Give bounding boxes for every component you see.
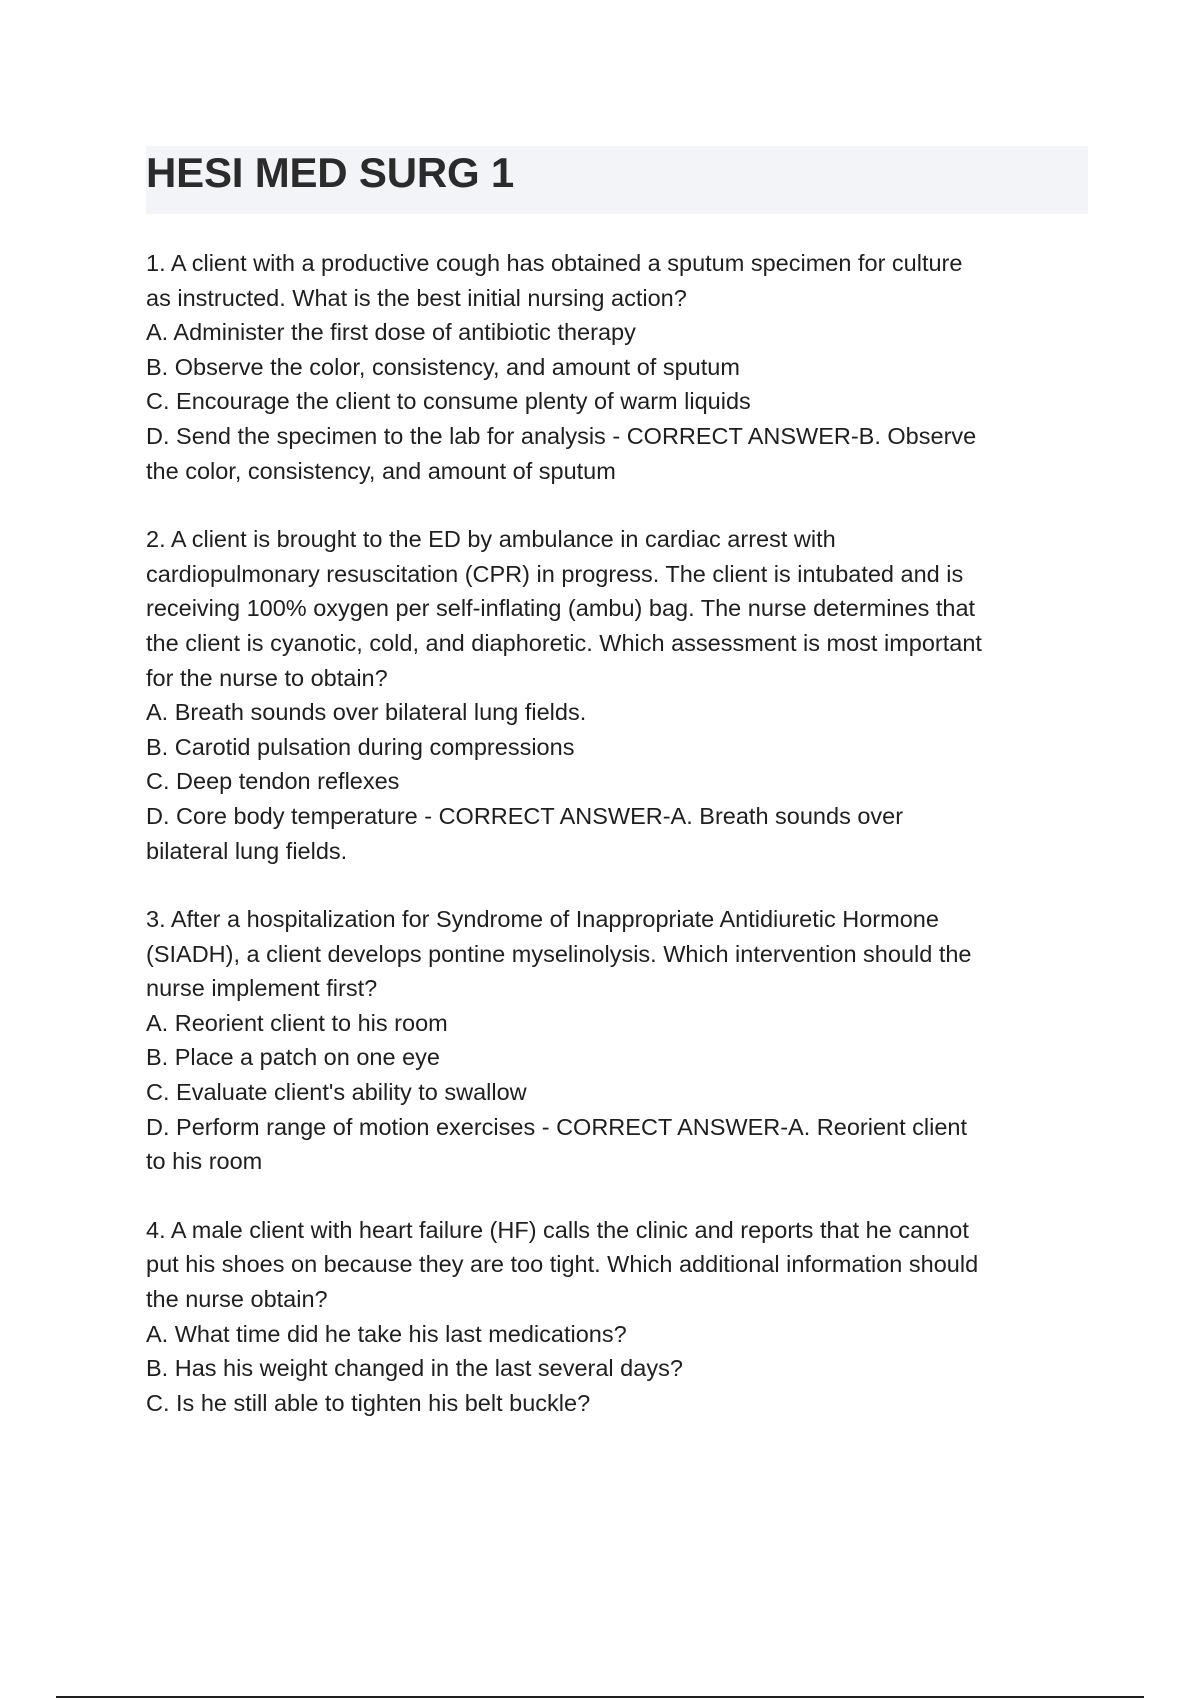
answer-option-d: D. Core body temperature - CORRECT ANSWER-A. Breath sounds over bbox=[146, 802, 904, 829]
answer-option-b: B. Carotid pulsation during compressions bbox=[146, 733, 575, 760]
question-stem-line: the nurse obtain? bbox=[146, 1286, 328, 1313]
answer-option-b: B. Observe the color, consistency, and amount of sputum bbox=[146, 353, 740, 380]
question-4 bbox=[146, 1213, 1088, 1421]
page-bottom-divider bbox=[56, 1696, 1144, 1698]
answer-option-c: C. Is he still able to tighten his belt buckle? bbox=[146, 1389, 591, 1416]
answer-option-c: C. Deep tendon reflexes bbox=[146, 768, 400, 795]
question-stem-line: for the nurse to obtain? bbox=[146, 664, 388, 691]
answer-option-d: D. Send the specimen to the lab for analysis - CORRECT ANSWER-B. Observe bbox=[146, 422, 977, 449]
question-stem-line: (SIADH), a client develops pontine myselinolysis. Which intervention should the bbox=[146, 940, 972, 967]
title-banner bbox=[146, 146, 1088, 214]
question-stem-line: nurse implement first? bbox=[146, 975, 378, 1002]
correct-answer-continuation: to his room bbox=[146, 1148, 263, 1175]
answer-option-c: C. Encourage the client to consume plenty of warm liquids bbox=[146, 388, 751, 415]
question-3 bbox=[146, 902, 1088, 1179]
correct-answer-continuation: the color, consistency, and amount of sputum bbox=[146, 457, 616, 484]
question-1 bbox=[146, 246, 1088, 488]
document-title: HESI MED SURG 1 bbox=[146, 149, 515, 196]
answer-option-a: A. Reorient client to his room bbox=[146, 1009, 448, 1036]
question-stem-line: as instructed. What is the best initial nursing action? bbox=[146, 284, 687, 311]
question-2 bbox=[146, 522, 1088, 868]
question-stem-line: put his shoes on because they are too tight. Which additional information should bbox=[146, 1251, 979, 1278]
answer-option-a: A. Breath sounds over bilateral lung fields. bbox=[146, 699, 587, 726]
answer-option-d: D. Perform range of motion exercises - CORRECT ANSWER-A. Reorient client bbox=[146, 1113, 968, 1140]
correct-answer-continuation: bilateral lung fields. bbox=[146, 837, 348, 864]
answer-option-b: B. Has his weight changed in the last several days? bbox=[146, 1355, 683, 1382]
answer-option-a: A. Administer the first dose of antibiotic therapy bbox=[146, 319, 636, 346]
answer-option-b: B. Place a patch on one eye bbox=[146, 1044, 440, 1071]
question-stem-line: receiving 100% oxygen per self-inflating (ambu) bag. The nurse determines that bbox=[146, 595, 976, 622]
question-stem-line: 1. A client with a productive cough has obtained a sputum specimen for culture bbox=[146, 250, 963, 276]
answer-option-a: A. What time did he take his last medications? bbox=[146, 1320, 627, 1347]
question-stem-line: 4. A male client with heart failure (HF) calls the clinic and reports that he cannot bbox=[146, 1216, 969, 1243]
question-stem-line: 3. After a hospitalization for Syndrome of Inappropriate Antidiuretic Hormone bbox=[146, 906, 939, 933]
answer-option-c: C. Evaluate client's ability to swallow bbox=[146, 1079, 527, 1106]
question-stem-line: 2. A client is brought to the ED by ambulance in cardiac arrest with bbox=[146, 526, 836, 553]
question-stem-line: cardiopulmonary resuscitation (CPR) in progress. The client is intubated and is bbox=[146, 560, 964, 587]
question-list bbox=[146, 246, 1088, 1454]
question-stem-line: the client is cyanotic, cold, and diaphoretic. Which assessment is most important bbox=[146, 629, 982, 656]
